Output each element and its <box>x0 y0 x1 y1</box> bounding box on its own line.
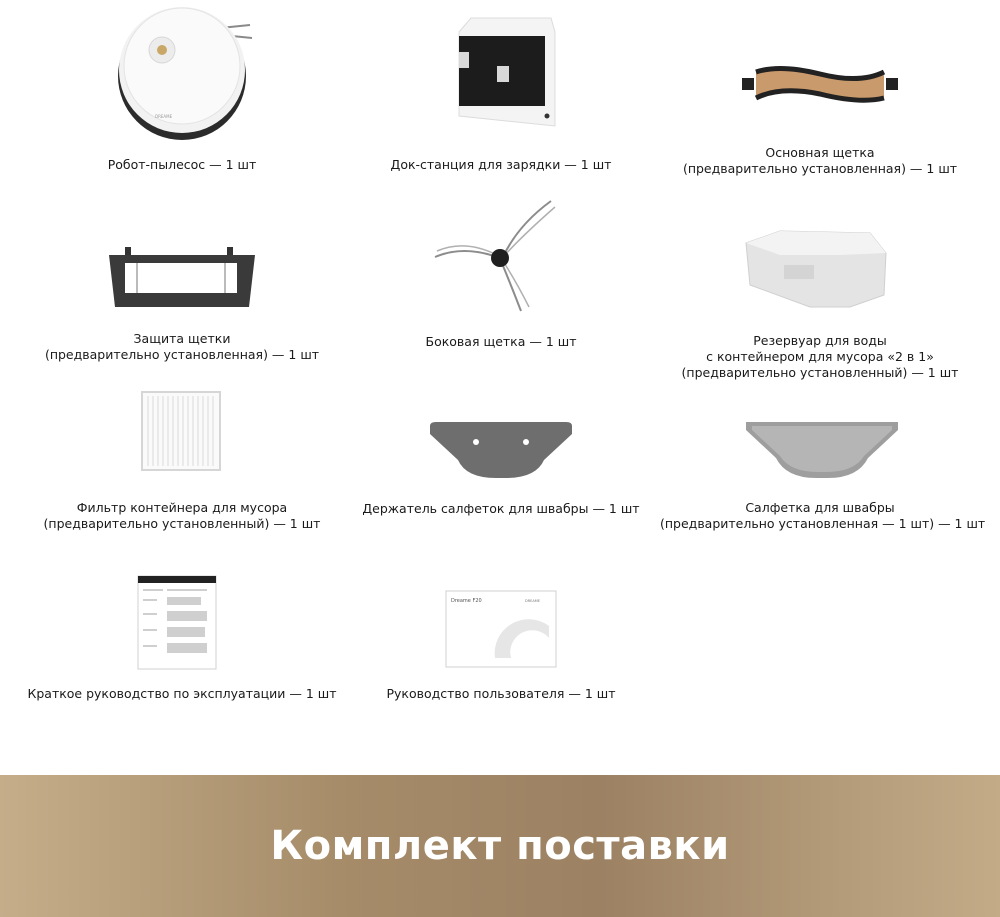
manual-brand: DREAME <box>525 599 540 603</box>
item-caption <box>341 334 661 350</box>
dustbin-filter-image <box>140 390 224 474</box>
item-caption <box>660 500 986 532</box>
caption-line: Держатель салфеток для швабры — 1 шт <box>362 501 640 516</box>
mop-pad-image <box>742 420 902 482</box>
item-caption <box>22 157 342 173</box>
manual-title: Dreame F20 <box>451 598 482 604</box>
water-tank-image <box>740 225 890 310</box>
charging-dock-image <box>451 14 561 134</box>
caption-line: Док-станция для зарядки — 1 шт <box>390 157 612 172</box>
item-caption <box>341 501 661 517</box>
item-caption <box>22 686 342 702</box>
item-caption <box>341 157 661 173</box>
quick-guide-image <box>137 575 217 670</box>
caption-line: (предварительно установленная) — 1 шт <box>44 347 320 362</box>
robot-vacuum-image <box>102 0 262 145</box>
caption-line: (предварительно установленная — 1 шт) — 1 шт <box>660 516 986 531</box>
mop-holder-image <box>426 420 576 482</box>
caption-line: (предварительно установленная) — 1 шт <box>682 161 958 176</box>
brush-guard-image <box>107 245 257 310</box>
caption-line: (предварительно установленный) — 1 шт <box>43 516 321 531</box>
caption-line: Защита щетки <box>133 331 231 346</box>
main-brush-image <box>740 60 900 110</box>
item-caption <box>341 686 661 702</box>
caption-line: Резервуар для воды <box>753 333 887 348</box>
item-caption <box>22 500 342 532</box>
user-manual-image <box>445 590 557 668</box>
svg-text:DREAME: DREAME <box>155 114 173 119</box>
caption-line: Фильтр контейнера для мусора <box>76 500 288 515</box>
caption-line: Краткое руководство по эксплуатации — 1 шт <box>27 686 337 701</box>
item-caption <box>660 145 980 177</box>
banner <box>0 775 1000 917</box>
banner-title: Комплект поставки <box>270 823 730 869</box>
caption-line: (предварительно установленный) — 1 шт <box>681 365 959 380</box>
caption-line: Боковая щетка — 1 шт <box>425 334 577 349</box>
caption-line: Робот-пылесос — 1 шт <box>107 157 257 172</box>
caption-line: с контейнером для мусора «2 в 1» <box>706 349 934 364</box>
side-brush-image <box>433 195 563 315</box>
caption-line: Основная щетка <box>765 145 875 160</box>
caption-line: Руководство пользователя — 1 шт <box>386 686 616 701</box>
item-caption <box>22 331 342 363</box>
item-caption <box>660 333 980 381</box>
caption-line: Салфетка для швабры <box>745 500 895 515</box>
